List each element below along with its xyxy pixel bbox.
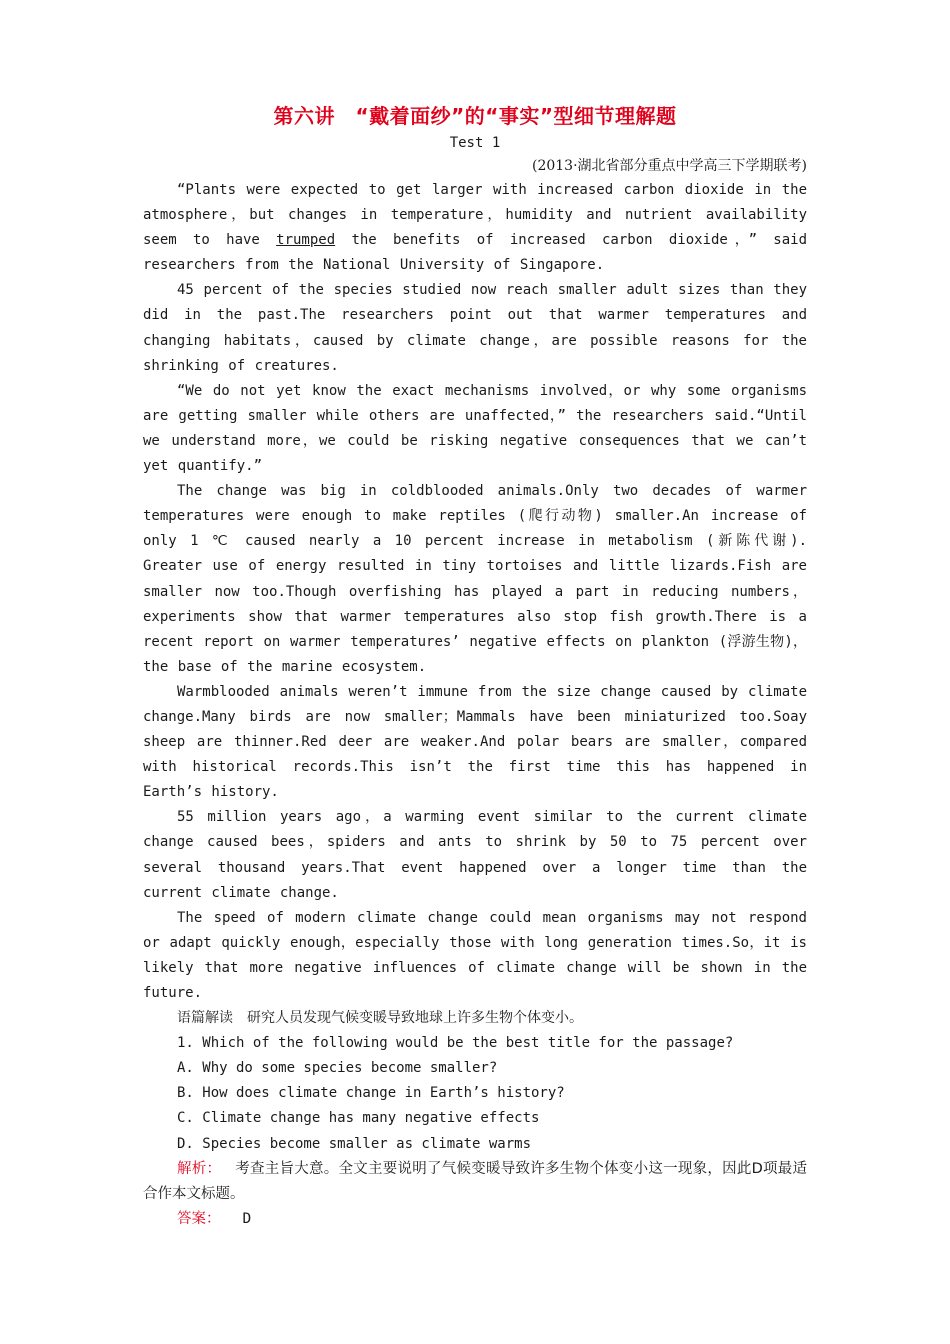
- p1-text-before: “Plants were expected to get larger with increased carbon dioxide in the atmosphere，but changes in temperature，humidity and nutrient availability seem to have: [143, 182, 807, 249]
- passage-paragraph-5: Warmblooded animals weren’t immune from the size change caused by climate change.Many birds are now smaller；Mammals have been miniaturized too.Soay sheep are thinner.Red deer are weaker.And polar bears are smaller，compared with historical records.This isn’t the first time this has happened in Earth’s history.: [143, 683, 807, 801]
- summary-label: 语篇解读: [177, 1010, 233, 1027]
- passage-paragraph-3: “We do not yet know the exact mechanisms involved，or why some organisms are getting smaller while others are unaffected，” the researchers said.“Until we understand more，we could be risking negative consequences that we can’t yet quantify.”: [143, 382, 807, 475]
- answer: [143, 1207, 807, 1232]
- passage-summary: [143, 1006, 807, 1031]
- analysis: [143, 1157, 807, 1207]
- passage-paragraph-4: The change was big in coldblooded animals.Only two decades of warmer temperatures were enough to make reptiles (爬行动物) smaller.An increase of only 1 ℃ caused nearly a 10 percent increase in metabolism (新陈代谢). Greater use of energy resulted in tiny tortoises and little lizards.Fish are smaller now too.Though overfishing has played a part in reducing numbers，experiments show that warmer temperatures also stop fish growth.There is a recent report on warmer temperatures’ negative effects on plankton (浮游生物)，the base of the marine ecosystem.: [143, 483, 807, 675]
- p1-text-after: the benefits of increased carbon dioxide，” said researchers from the National University of Singapore.: [143, 232, 807, 274]
- passage-paragraph-1: [143, 178, 807, 278]
- option-b: B. How does climate change in Earth’s history?: [177, 1085, 565, 1102]
- document-page: [143, 100, 807, 1232]
- passage-paragraph-7: The speed of modern climate change could mean organisms may not respond or adapt quickly enough，especially those with long generation times.So，it is likely that more negative influences of climate change will be shown in the future.: [143, 909, 807, 1001]
- answer-label: 答案：: [177, 1210, 221, 1227]
- source-citation: (2013·湖北省部分重点中学高三下学期联考): [531, 158, 807, 174]
- answer-value: D: [242, 1210, 252, 1227]
- underlined-word: trumped: [276, 232, 336, 249]
- test-label: Test 1: [449, 135, 501, 151]
- analysis-label: 解析：: [177, 1160, 222, 1177]
- analysis-text: 考查主旨大意。全文主要说明了气候变暖导致许多生物个体变小这一现象，因此D项最适合作本文标题。: [143, 1160, 807, 1202]
- option-a: A. Why do some species become smaller?: [177, 1060, 498, 1077]
- passage-paragraph-6: 55 million years ago，a warming event similar to the current climate change caused bees，spiders and ants to shrink by 50 to 75 percent over several thousand years.That event happened over a longer time than the current climate change.: [143, 809, 807, 901]
- option-d: D. Species become smaller as climate warms: [177, 1135, 532, 1152]
- summary-text: 研究人员发现气候变暖导致地球上许多生物个体变小。: [247, 1010, 583, 1027]
- lesson-title: 第六讲 “戴着面纱”的“事实”型细节理解题: [273, 104, 677, 128]
- option-c: C. Climate change has many negative effects: [177, 1110, 540, 1127]
- passage-paragraph-2: 45 percent of the species studied now reach smaller adult sizes than they did in the past.The researchers point out that warmer temperatures and changing habitats，caused by climate change，are possible reasons for the shrinking of creatures.: [143, 282, 807, 374]
- question-stem: 1. Which of the following would be the best title for the passage?: [177, 1035, 734, 1052]
